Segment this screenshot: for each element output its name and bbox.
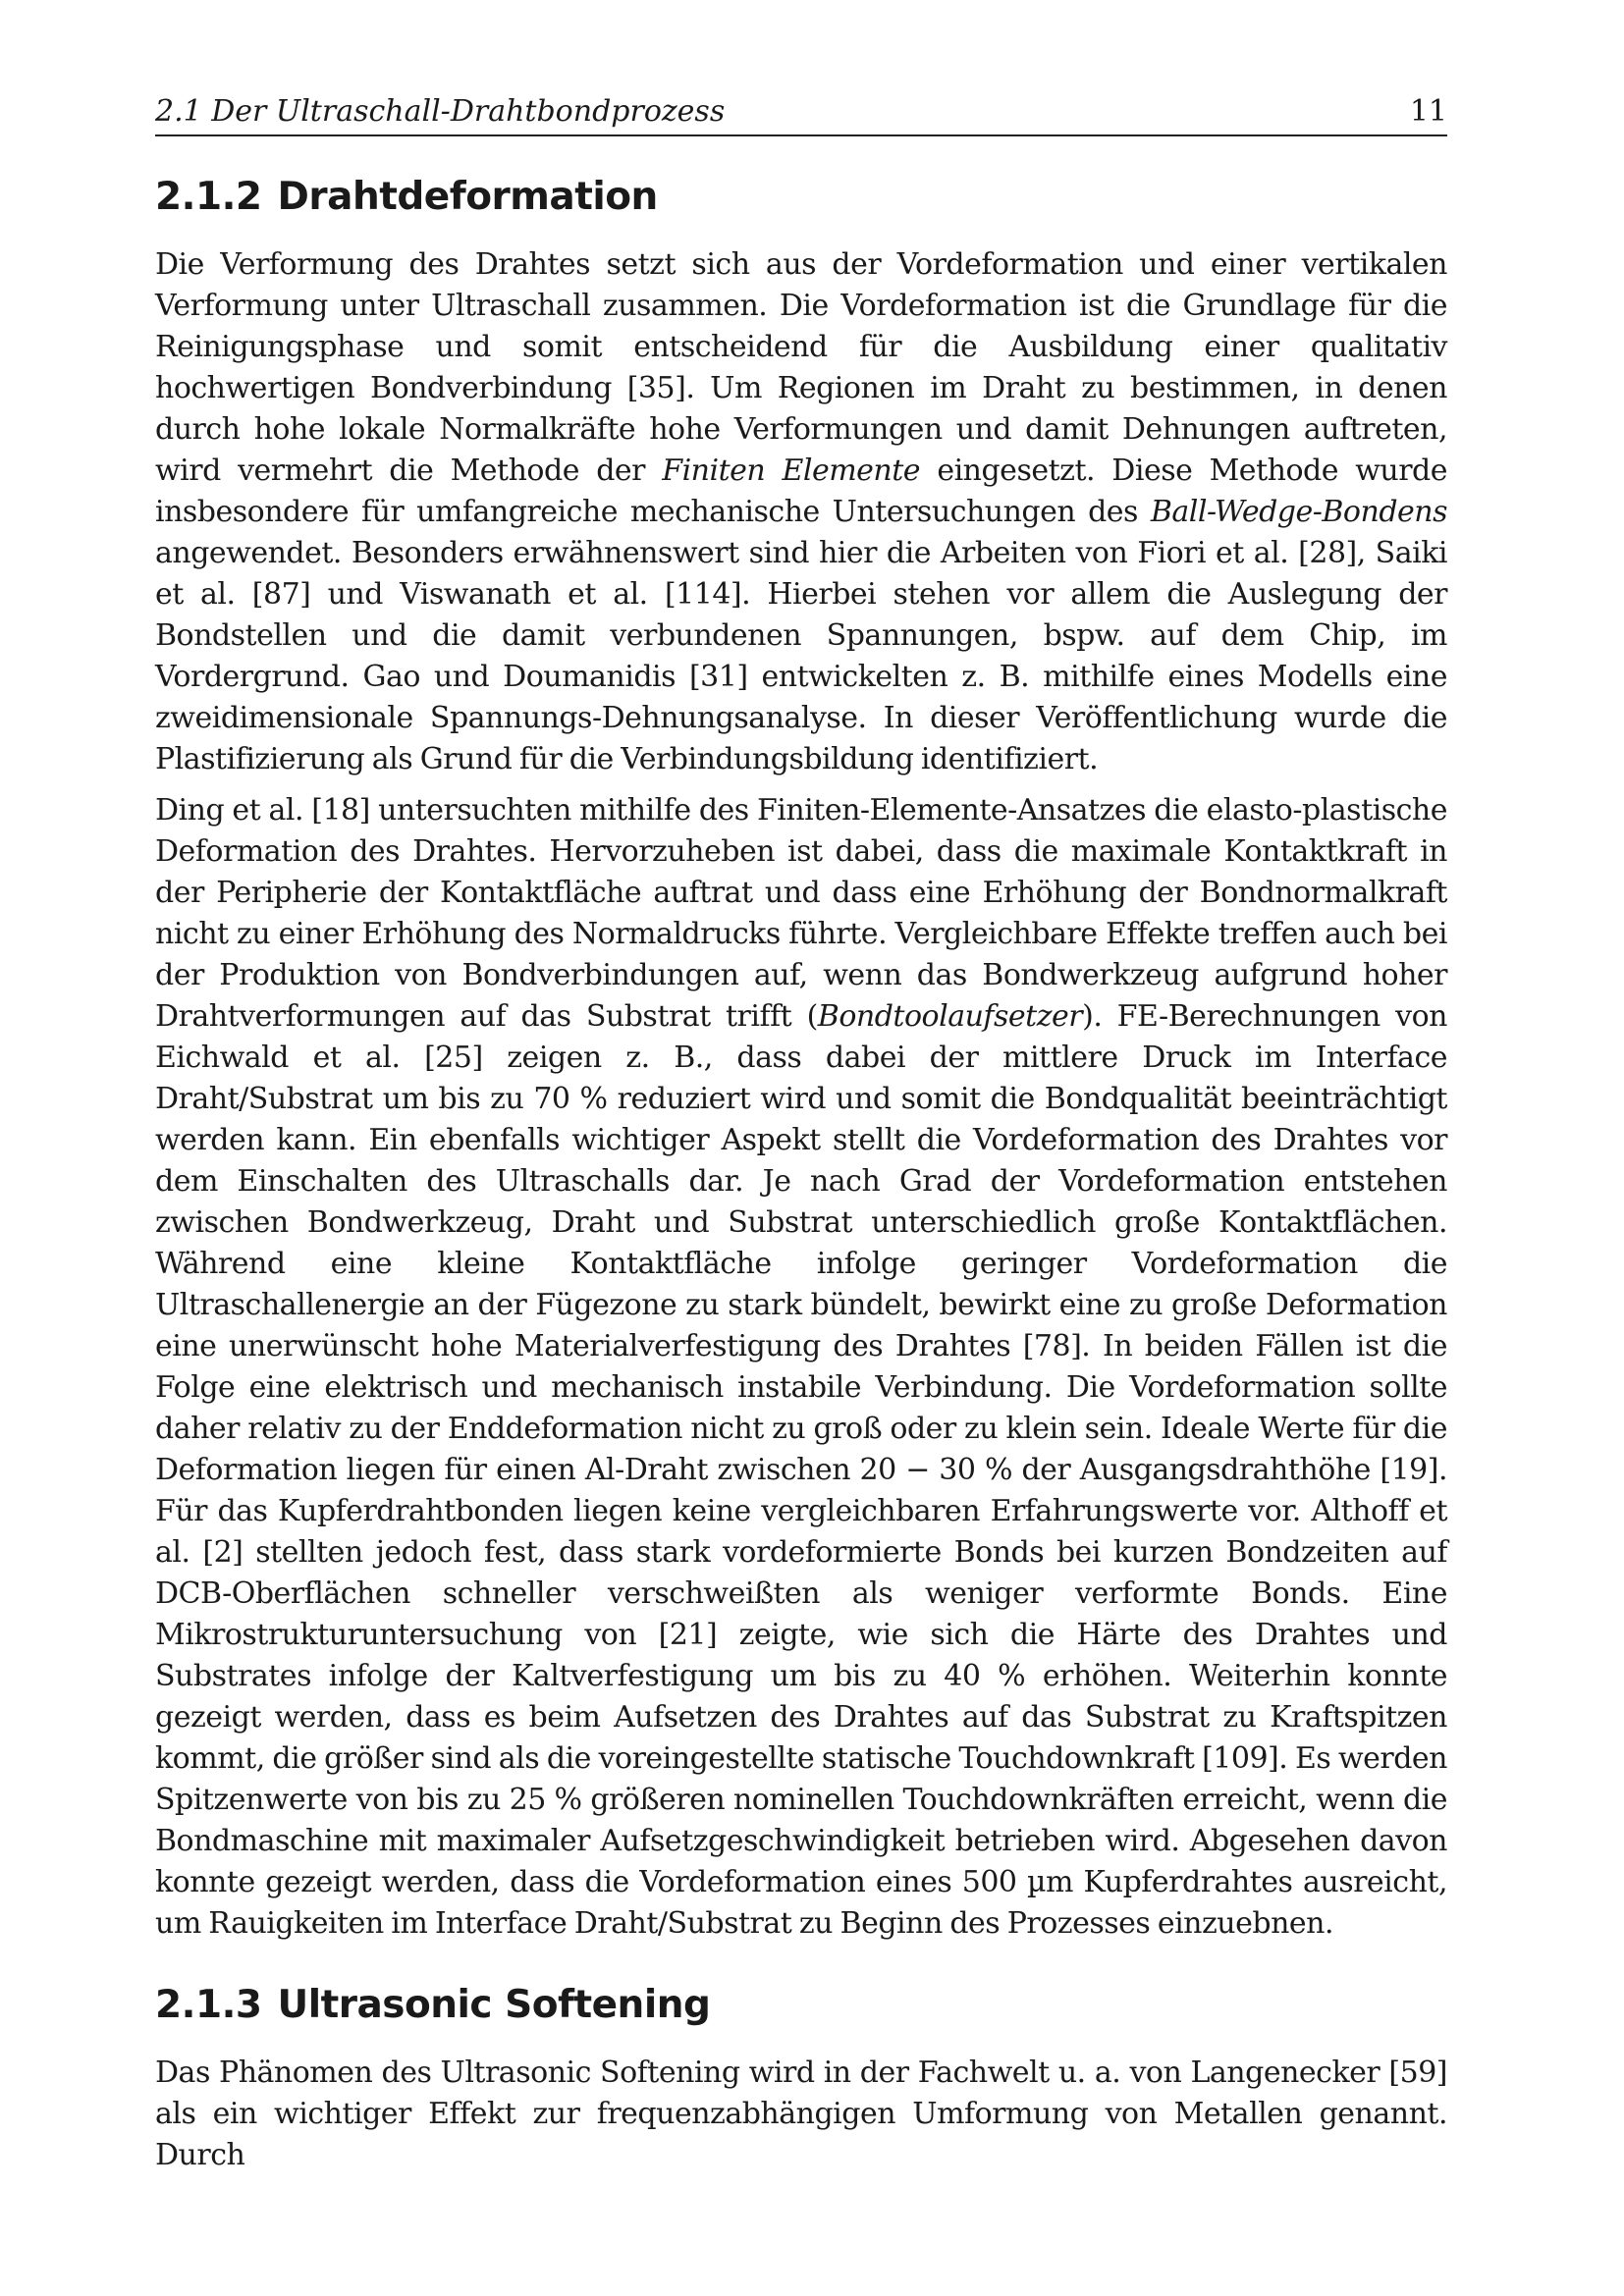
paragraph-text: Ding et al. [18] untersuchten mithilfe des Finiten-Elemente-Ansatzes die elasto-plastische Deformation des Drahtes. Hervorzuheben ist dabei, dass die maximale Kontaktkraft in der Peripherie der Kontaktfläche auftrat und dass eine Erhöhung der Bondnormalkraft nicht zu einer Erhöhung des Normaldrucks führte. Vergleichbare Effekte treffen auch bei der Produktion von Bondverbindungen auf, wenn das Bondwerkzeug aufgrund hoher Drahtverformungen auf das Substrat trifft ( [155, 793, 1447, 1034]
section-heading-ultrasonic-softening [155, 1982, 1447, 2029]
paragraph-text: ). FE-Berechnungen von Eichwald et al. [25] zeigen z. B., dass dabei der mittlere Druck im Interface Draht/Substrat um bis zu 70 % reduziert wird und somit die Bondqualität beeinträchtigt werden kann. Ein ebenfalls wichtiger Aspekt stellt die Vordeformation des Drahtes vor dem Einschalten des Ultraschalls dar. Je nach Grad der Vordeformation entstehen zwischen Bondwerkzeug, Draht und Substrat unterschiedlich große Kontaktflächen. Während eine kleine Kontaktfläche infolge geringer Vordeformation die Ultraschallenergie an der Fügezone zu stark bündelt, bewirkt eine zu große Deformation eine unerwünscht hohe Materialverfestigung des Drahtes [78]. In beiden Fällen ist die Folge eine elektrisch und mechanisch instabile Verbindung. Die Vordeformation sollte daher relativ zu der Enddeformation nicht zu groß oder zu klein sein. Ideale Werte für die Deformation liegen für einen Al-Draht zwischen 20 − 30 % der Ausgangsdrahthöhe [19]. Für das Kupferdrahtbonden liegen keine vergleichbaren Erfahrungswerte vor. Althoff et al. [2] stellten jedoch fest, dass stark vordeformierte Bonds bei kurzen Bondzeiten auf DCB-Oberflächen schneller verschweißten als weniger verformte Bonds. Eine Mikrostrukturuntersuchung von [21] zeigte, wie sich die Härte des Drahtes und Substrates infolge der Kaltverfestigung um bis zu 40 % erhöhen. Weiterhin konnte gezeigt werden, dass es beim Aufsetzen des Drahtes auf das Substrat zu Kraftspitzen kommt, die größer sind als die voreingestellte statische Touchdownkraft [109]. Es werden Spitzenwerte von bis zu 25 % größeren nominellen Touchdownkräften erreicht, wenn die Bondmaschine mit maximaler Aufsetzgeschwindigkeit betrieben wird. Abgesehen davon konnte gezeigt werden, dass die Vordeformation eines 500 µm Kupferdrahtes ausreicht, um Rauigkeiten im Interface Draht/Substrat zu Beginn des Prozesses einzuebnen. [155, 999, 1448, 1941]
paragraph-drahtdeformation-1 [155, 244, 1447, 780]
emphasis-finite-elemente: Finiten Elemente [662, 454, 921, 488]
running-header [155, 92, 1447, 136]
paragraph-text: eingesetzt. Diese Methode wurde insbesondere für umfangreiche mechanische Untersuchungen des [155, 454, 1448, 529]
section-title: Drahtdeformation [277, 175, 658, 219]
section-number: 2.1.3 [155, 1983, 262, 2027]
paragraph-text: angewendet. Besonders erwähnenswert sind hier die Arbeiten von Fiori et al. [28], Saiki et al. [87] und Viswanath et al. [114]. Hierbei stehen vor allem die Auslegung der Bondstellen und die damit verbundenen Spannungen, bspw. auf dem Chip, im Vordergrund. Gao und Doumanidis [31] entwickelten z. B. mithilfe eines Modells eine zweidimensionale Spannungs-Dehnungsanalyse. In dieser Veröffentlichung wurde die Plastifizierung als Grund für die Verbindungsbildung identifiziert. [155, 536, 1447, 776]
page-number: 11 [1409, 94, 1447, 129]
paragraph-drahtdeformation-2 [155, 790, 1447, 1945]
paragraph-ultrasonic-softening-1: Das Phänomen des Ultrasonic Softening wird in der Fachwelt u. a. von Langenecker [59] als ein wichtiger Effekt zur frequenzabhängigen Umformung von Metallen genannt. Durch [155, 2056, 1447, 2172]
section-heading-drahtdeformation [155, 174, 1447, 221]
section-title: Ultrasonic Softening [277, 1983, 711, 2027]
paragraph-text: Die Verformung des Drahtes setzt sich aus der Vordeformation und einer vertikalen Verformung unter Ultraschall zusammen. Die Vordeformation ist die Grundlage für die Reinigungsphase und somit entscheidend für die Ausbildung einer qualitativ hochwertigen Bondverbindung [35]. Um Regionen im Draht zu bestimmen, in denen durch hohe lokale Normalkräfte hohe Verformungen und damit Dehnungen auftreten, wird vermehrt die Methode der [155, 247, 1447, 488]
running-header-section: 2.1 Der Ultraschall-Drahtbondprozess [155, 94, 726, 129]
section-number: 2.1.2 [155, 175, 262, 219]
emphasis-bondtoolaufsetzer: Bondtoolaufsetzer [817, 999, 1083, 1034]
emphasis-ball-wedge-bonden: Ball-Wedge-Bondens [1150, 495, 1447, 529]
page [155, 92, 1447, 2176]
